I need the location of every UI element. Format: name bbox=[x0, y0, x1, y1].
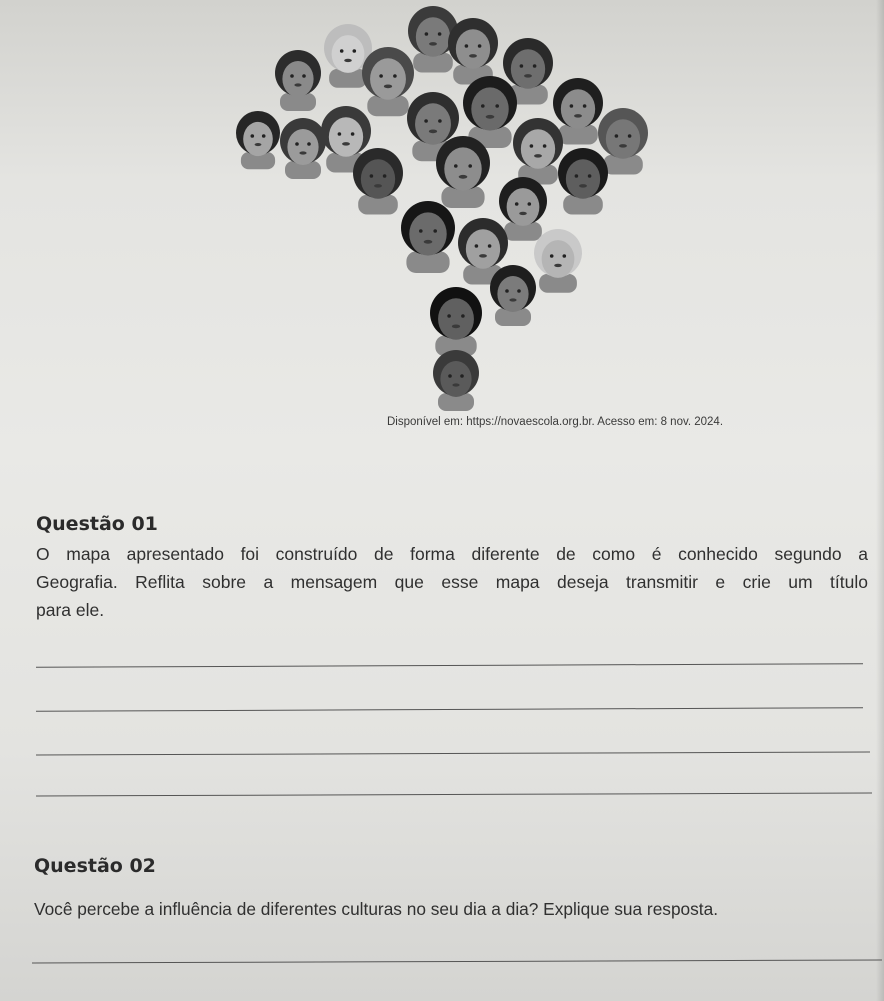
person-eye bbox=[520, 64, 524, 68]
person-eye bbox=[351, 132, 355, 136]
person-face bbox=[566, 159, 600, 199]
person-mouth bbox=[554, 264, 562, 267]
person-face bbox=[438, 298, 474, 339]
person-eye bbox=[438, 119, 442, 123]
person-eye bbox=[340, 49, 344, 53]
person-eye bbox=[454, 164, 458, 168]
person-eye bbox=[505, 289, 509, 293]
person-mouth bbox=[519, 212, 527, 215]
person-eye bbox=[338, 132, 342, 136]
person-mouth bbox=[619, 144, 627, 148]
person-eye bbox=[379, 74, 383, 78]
person-mouth bbox=[429, 42, 437, 46]
person-face bbox=[606, 119, 640, 159]
image-caption: Disponível em: https://novaescola.org.br. Acesso em: 8 nov. 2024. bbox=[387, 416, 724, 428]
person-eye bbox=[528, 202, 532, 206]
person-eye bbox=[478, 44, 482, 48]
question-01-line-2: Geografia. Reflita sobre a mensagem que esse mapa deseja transmitir e crie um título bbox=[36, 572, 868, 592]
person-eye bbox=[447, 314, 451, 318]
person-face bbox=[542, 240, 575, 278]
person-eye bbox=[570, 104, 574, 108]
person-eye bbox=[460, 374, 464, 378]
person-eye bbox=[481, 104, 485, 108]
person-eye bbox=[370, 174, 374, 178]
person-face bbox=[416, 17, 450, 57]
person-mouth bbox=[299, 151, 306, 154]
person-eye bbox=[533, 64, 537, 68]
person-face bbox=[511, 49, 545, 89]
person-mouth bbox=[374, 184, 382, 188]
person-eye bbox=[251, 134, 255, 138]
person-mouth bbox=[574, 114, 582, 118]
person-eye bbox=[495, 104, 499, 108]
person-eye bbox=[262, 134, 266, 138]
person-eye bbox=[419, 229, 423, 233]
person-mouth bbox=[452, 383, 459, 386]
person-mouth bbox=[255, 143, 262, 146]
person-eye bbox=[461, 314, 465, 318]
answer-line[interactable] bbox=[36, 663, 863, 668]
person-face bbox=[466, 229, 500, 269]
person-face bbox=[444, 147, 481, 190]
person-eye bbox=[424, 119, 428, 123]
person-face bbox=[287, 129, 318, 165]
question-02-title: Questão 02 bbox=[34, 855, 156, 877]
person-mouth bbox=[459, 175, 468, 179]
person-face bbox=[440, 361, 471, 397]
person-mouth bbox=[452, 325, 460, 329]
person-eye bbox=[295, 142, 299, 146]
person-eye bbox=[425, 32, 429, 36]
question-01-line-3: para ele. bbox=[36, 600, 105, 620]
question-02-text: Você percebe a influência de diferentes culturas no seu dia a dia? Explique sua resposta. bbox=[34, 899, 719, 919]
person-eye bbox=[543, 144, 547, 148]
person-mouth bbox=[579, 184, 587, 188]
person-face bbox=[243, 122, 273, 156]
person-eye bbox=[488, 244, 492, 248]
person-eye bbox=[575, 174, 579, 178]
person-face bbox=[370, 58, 406, 99]
question-01-title: Questão 01 bbox=[36, 513, 158, 535]
page-edge-shadow bbox=[876, 0, 884, 1001]
person-eye bbox=[583, 104, 587, 108]
person-eye bbox=[465, 44, 469, 48]
person-face bbox=[329, 117, 363, 157]
person-eye bbox=[393, 74, 397, 78]
person-face bbox=[561, 89, 595, 129]
person-eye bbox=[433, 229, 437, 233]
person-mouth bbox=[384, 85, 392, 89]
person-eye bbox=[563, 254, 567, 258]
person-mouth bbox=[534, 154, 542, 158]
person-eye bbox=[302, 74, 306, 78]
person-eye bbox=[475, 244, 479, 248]
question-01-line-1: O mapa apresentado foi construído de forma diferente de como é conhecido segundo a bbox=[36, 544, 868, 564]
person-eye bbox=[468, 164, 472, 168]
person-mouth bbox=[509, 298, 516, 301]
answer-line[interactable] bbox=[36, 707, 863, 712]
person-face bbox=[521, 129, 555, 169]
person-eye bbox=[438, 32, 442, 36]
answer-line[interactable] bbox=[36, 752, 870, 756]
person-face bbox=[415, 103, 451, 144]
person-eye bbox=[615, 134, 619, 138]
person-face bbox=[471, 87, 508, 130]
question-01-text bbox=[36, 540, 868, 624]
person-eye bbox=[353, 49, 357, 53]
person-mouth bbox=[424, 240, 433, 244]
person-face bbox=[409, 212, 446, 255]
person-mouth bbox=[524, 74, 532, 78]
person-mouth bbox=[469, 54, 477, 58]
person-mouth bbox=[342, 142, 350, 146]
person-eye bbox=[448, 374, 452, 378]
person-eye bbox=[307, 142, 311, 146]
person-eye bbox=[628, 134, 632, 138]
person-mouth bbox=[429, 130, 437, 134]
person-eye bbox=[515, 202, 519, 206]
person-eye bbox=[588, 174, 592, 178]
person-mouth bbox=[344, 59, 352, 62]
person-face bbox=[497, 276, 528, 312]
person-face bbox=[282, 61, 313, 97]
person-eye bbox=[383, 174, 387, 178]
person-face bbox=[332, 35, 365, 73]
person-eye bbox=[290, 74, 294, 78]
person-mouth bbox=[486, 115, 495, 119]
person-eye bbox=[517, 289, 521, 293]
answer-line[interactable] bbox=[32, 960, 882, 964]
person-eye bbox=[530, 144, 534, 148]
person-mouth bbox=[294, 83, 301, 86]
person-mouth bbox=[479, 254, 487, 258]
crowd-of-faces-map-icon bbox=[228, 6, 668, 414]
answer-line[interactable] bbox=[36, 793, 872, 797]
person-face bbox=[507, 188, 540, 226]
person-face bbox=[456, 29, 490, 69]
person-face bbox=[361, 159, 395, 199]
person-eye bbox=[550, 254, 554, 258]
